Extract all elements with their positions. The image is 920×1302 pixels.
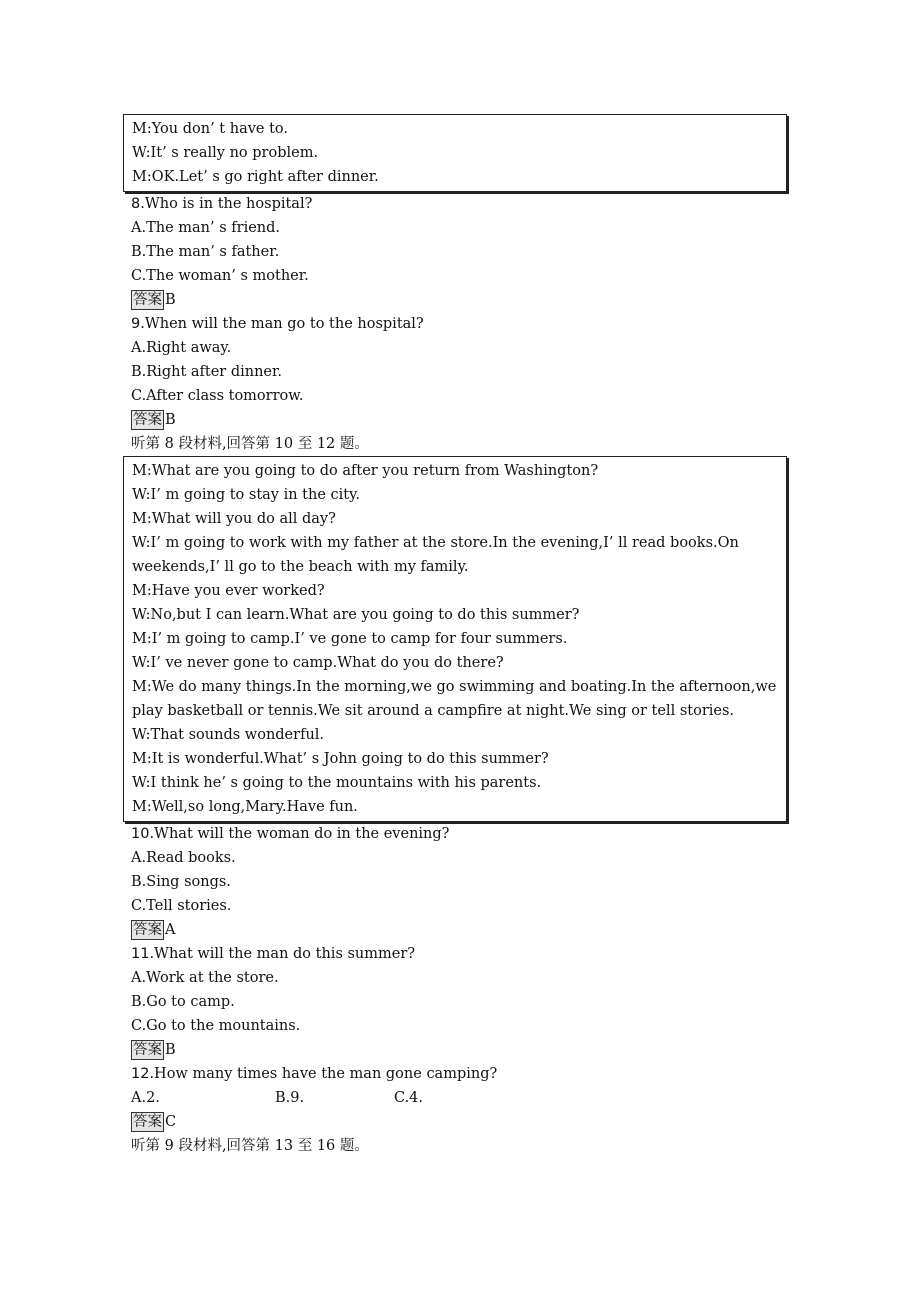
transcript-line: M:OK.Let’ s go right after dinner.	[132, 169, 379, 185]
transcript-line: M:It is wonderful.What’ s John going to do this summer?	[132, 751, 549, 767]
option-c: C.Go to the mountains.	[131, 1018, 301, 1034]
answer-row	[131, 1110, 799, 1134]
options-row	[131, 1086, 799, 1110]
option-c: C.After class tomorrow.	[131, 388, 304, 404]
transcript-line: W:That sounds wonderful.	[132, 727, 325, 743]
question-12	[131, 1062, 799, 1086]
section-heading-8: 听第 8 段材料,回答第 10 至 12 题。	[131, 436, 369, 452]
transcript-line: W:No,but I can learn.What are you going to do this summer?	[132, 607, 580, 623]
answer-tag: 答案	[133, 292, 162, 308]
question-10	[131, 822, 799, 846]
answer-row	[131, 1038, 799, 1062]
question-number: 8	[131, 196, 141, 212]
question-number: 11	[131, 946, 150, 962]
question-8	[131, 192, 799, 216]
answer-tag: 答案	[133, 412, 162, 428]
question-text: .How many times have the man gone camping?	[149, 1066, 498, 1082]
option-b: B.Go to camp.	[131, 994, 235, 1010]
option-b: B.Right after dinner.	[131, 364, 282, 380]
transcript-box-8	[123, 456, 787, 822]
section-heading-9: 听第 9 段材料,回答第 13 至 16 题。	[131, 1138, 369, 1154]
question-11	[131, 942, 799, 966]
question-number: 12	[131, 1066, 150, 1082]
answer-row	[131, 918, 799, 942]
transcript-line: W:I’ m going to stay in the city.	[132, 487, 360, 503]
answer-row	[131, 288, 799, 312]
answer-row	[131, 408, 799, 432]
transcript-line: M:What will you do all day?	[132, 511, 336, 527]
transcript-line: M:Well,so long,Mary.Have fun.	[132, 799, 358, 815]
option-b: B.9.	[275, 1090, 305, 1106]
option-c: C.4.	[394, 1090, 424, 1106]
option-b: B.The man’ s father.	[131, 244, 280, 260]
answer-value: C	[165, 1114, 177, 1130]
answer-value: B	[165, 412, 176, 428]
transcript-line: W:I’ m going to work with my father at the store.In the evening,I’ ll read books.On weekends,I’ ll go to the beach with my family.	[132, 535, 739, 575]
transcript-line: W:It’ s really no problem.	[132, 145, 319, 161]
question-number: 10	[131, 826, 150, 842]
option-a: A.Work at the store.	[131, 970, 279, 986]
transcript-line: W:I’ ve never gone to camp.What do you do there?	[132, 655, 504, 671]
transcript-line: M:What are you going to do after you return from Washington?	[132, 463, 599, 479]
question-number: 9	[131, 316, 141, 332]
transcript-line: M:I’ m going to camp.I’ ve gone to camp for four summers.	[132, 631, 568, 647]
transcript-line: M:Have you ever worked?	[132, 583, 325, 599]
answer-tag: 答案	[133, 922, 162, 938]
option-a: A.Read books.	[131, 850, 236, 866]
question-text: .When will the man go to the hospital?	[140, 316, 424, 332]
page-content	[131, 114, 799, 1158]
question-text: .What will the woman do in the evening?	[149, 826, 450, 842]
answer-value: B	[165, 1042, 176, 1058]
option-c: C.Tell stories.	[131, 898, 232, 914]
transcript-line: M:We do many things.In the morning,we go swimming and boating.In the afternoon,we play basketball or tennis.We sit around a campfire at night.We sing or tell stories.	[132, 679, 777, 719]
question-9	[131, 312, 799, 336]
question-text: .What will the man do this summer?	[149, 946, 416, 962]
option-a: A.Right away.	[131, 340, 232, 356]
answer-value: B	[165, 292, 176, 308]
option-b: B.Sing songs.	[131, 874, 231, 890]
option-a: A.The man’ s friend.	[131, 220, 281, 236]
answer-tag: 答案	[133, 1042, 162, 1058]
question-text: .Who is in the hospital?	[140, 196, 313, 212]
transcript-line: W:I think he’ s going to the mountains with his parents.	[132, 775, 542, 791]
transcript-line: M:You don’ t have to.	[132, 121, 289, 137]
option-a: A.2.	[131, 1090, 160, 1106]
transcript-box-7	[123, 114, 787, 192]
answer-value: A	[165, 922, 176, 938]
answer-tag: 答案	[133, 1114, 162, 1130]
option-c: C.The woman’ s mother.	[131, 268, 309, 284]
